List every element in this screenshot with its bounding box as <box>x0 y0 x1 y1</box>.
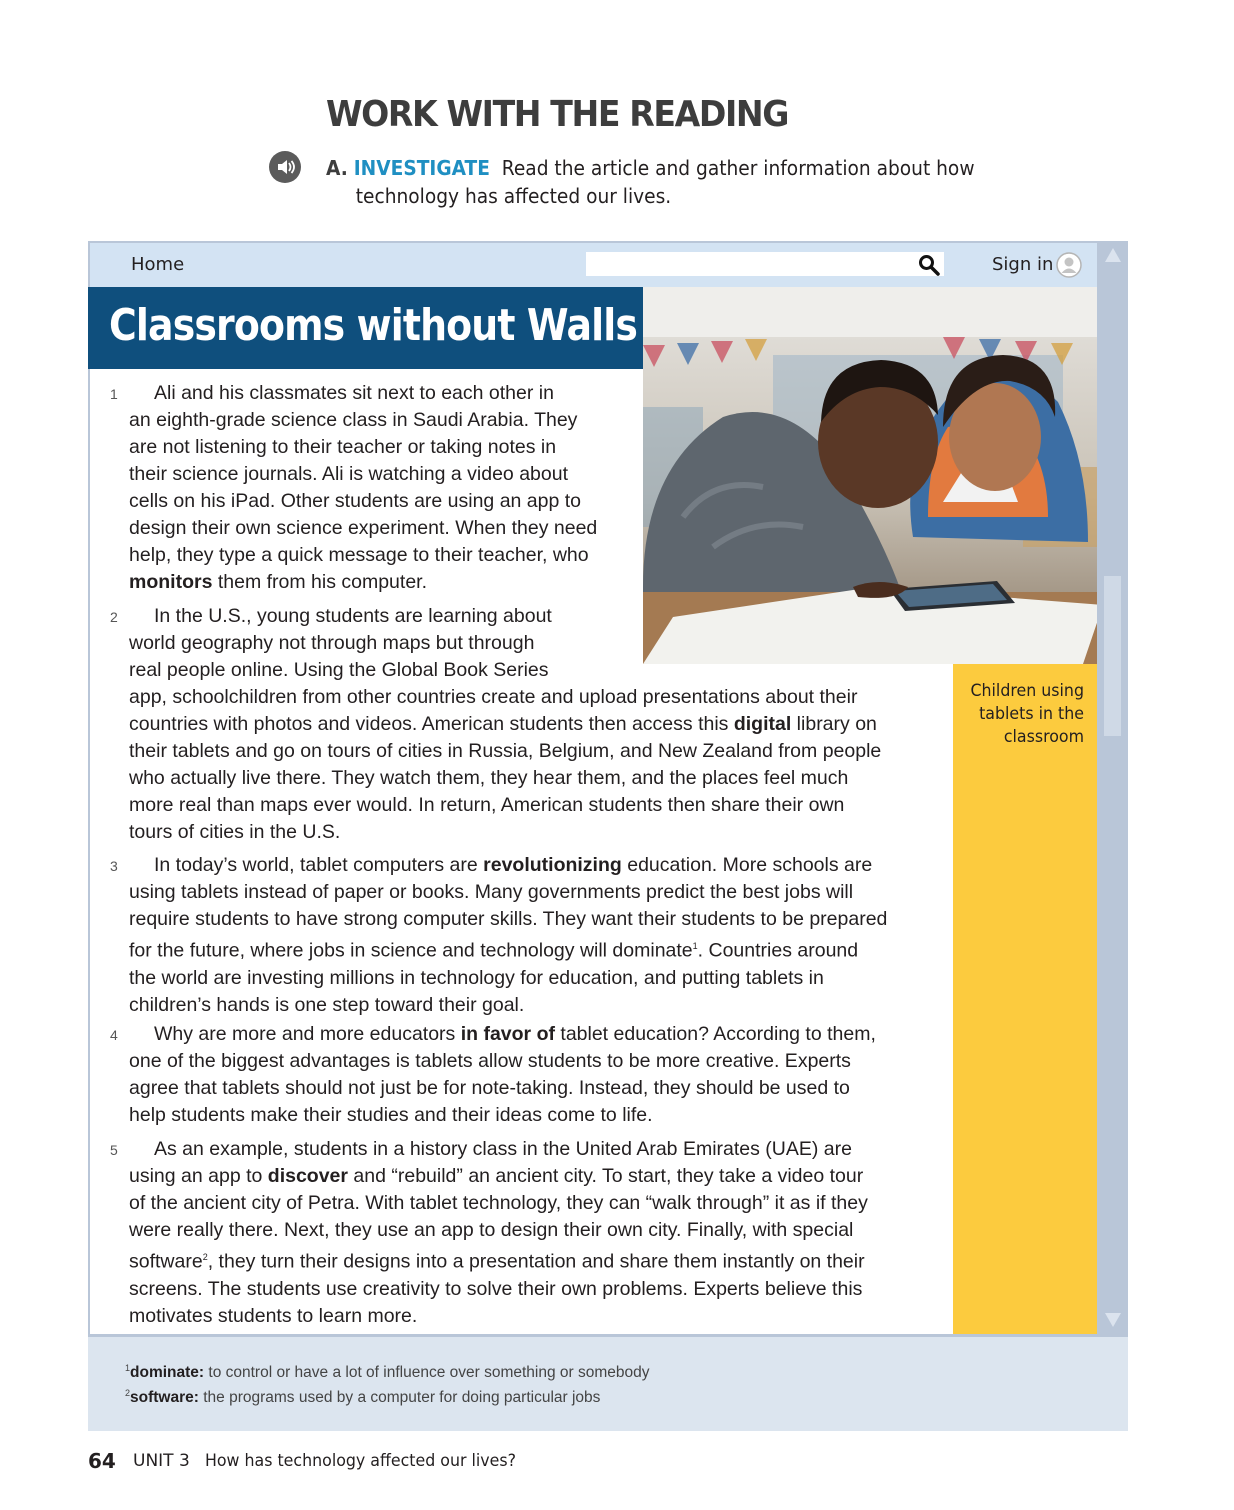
paragraph-1: Ali and his classmates sit next to each other in an eighth-grade science class in Saudi Arabia. They are not listening to their teacher or taking notes in their science journals. Ali is watching a video about cells on his iPad. Other students are using an app to design their own science experiment. When they need help, they type a quick message to their teacher, who monitors them from his computer. <box>129 382 598 593</box>
paragraph-number: 2 <box>110 609 118 625</box>
footnote-1: $^1$dominate: to control or have a lot of influence over something or somebody <box>125 1363 650 1382</box>
scroll-down-arrow-icon[interactable] <box>1103 1311 1123 1334</box>
photo-caption: Children using tablets in the classroom <box>970 681 1084 747</box>
search-input[interactable] <box>586 252 944 276</box>
scrollbar-track[interactable] <box>1100 243 1126 1335</box>
sign-in-link[interactable]: Sign in <box>992 254 1054 275</box>
caption-sidebar <box>953 664 1097 1334</box>
vocab-word: revolutionizing <box>483 854 622 876</box>
search-icon[interactable] <box>918 254 940 276</box>
paragraph-number: 3 <box>110 858 118 874</box>
paragraph-number: 5 <box>110 1142 118 1158</box>
user-avatar-icon[interactable] <box>1056 252 1082 278</box>
instruction-line-1: Read the article and gather information about how <box>501 156 975 180</box>
vocab-word: discover <box>267 1165 348 1187</box>
footnote-ref: 1 <box>692 941 698 951</box>
activity-instruction <box>326 154 977 210</box>
paragraph-number: 1 <box>110 386 118 402</box>
footnotes-panel <box>88 1337 1128 1431</box>
nav-home-link[interactable]: Home <box>131 254 185 275</box>
unit-question: How has technology affected our lives? <box>205 1451 517 1471</box>
scrollbar-thumb[interactable] <box>1104 576 1121 736</box>
audio-speaker-icon[interactable] <box>269 151 301 183</box>
instruction-line-2: technology has affected our lives. <box>355 184 672 208</box>
paragraph-5: As an example, students in a history class in the United Arab Emirates (UAE) are using an app to discover and “rebuild” an ancient city. To start, they take a video tour of the ancient city of Petra. With tablet technology, they can “walk through” it as if they were really there. Next, they use an app to design their own city. Finally, with special software$^2$, they turn their designs into a presentation and share them instantly on their screens. The students use creativity to solve their own problems. Experts believe this motivates students to learn more. <box>129 1138 868 1327</box>
vocab-word: monitors <box>129 571 213 593</box>
page-number: 64 <box>88 1449 116 1473</box>
vocab-word: digital <box>733 713 792 735</box>
footnote-term: software: <box>130 1389 199 1407</box>
paragraph-number: 4 <box>110 1027 118 1043</box>
footnote-term: dominate: <box>130 1364 205 1382</box>
unit-label: UNIT 3 <box>133 1451 190 1471</box>
footnote-2: $^2$software: the programs used by a computer for doing particular jobs <box>125 1388 601 1407</box>
vocab-word: in favor of <box>460 1023 555 1045</box>
scroll-up-arrow-icon[interactable] <box>1103 246 1123 269</box>
activity-letter: A. <box>326 156 348 180</box>
paragraph-4: Why are more and more educators in favor of tablet education? According to them, one of the biggest advantages is tablets allow students to be more creative. Experts agree that tablets should not just be for note-taking. Instead, they should be used to help students make their studies and their ideas come to life. <box>129 1023 876 1126</box>
activity-keyword: INVESTIGATE <box>353 156 490 180</box>
section-title: WORK WITH THE READING <box>326 94 789 135</box>
footnote-ref: 2 <box>202 1252 208 1262</box>
paragraph-2: In the U.S., young students are learning about world geography not through maps but through real people online. Using the Global Book Series app, schoolchildren from other countries create and upload presentations about their countries with photos and videos. American students then access this digital library on their tablets and go on tours of cities in Russia, Belgium, and New Zealand from people who actually live there. They watch them, they hear them, and the places feel much more real than maps ever would. In return, American students then share their own tours of cities in the U.S. <box>129 605 882 843</box>
article-title: Classrooms without Walls <box>109 300 638 351</box>
paragraph-3: In today’s world, tablet computers are revolutionizing education. More schools are using tablets instead of paper or books. Many governments predict the best jobs will require students to have strong computer skills. They want their students to be prepared for the future, where jobs in science and technology will dominate$^1$. Countries around the world are investing millions in technology for education, and putting tablets in children’s hands is one step toward their goal. <box>129 854 888 1016</box>
